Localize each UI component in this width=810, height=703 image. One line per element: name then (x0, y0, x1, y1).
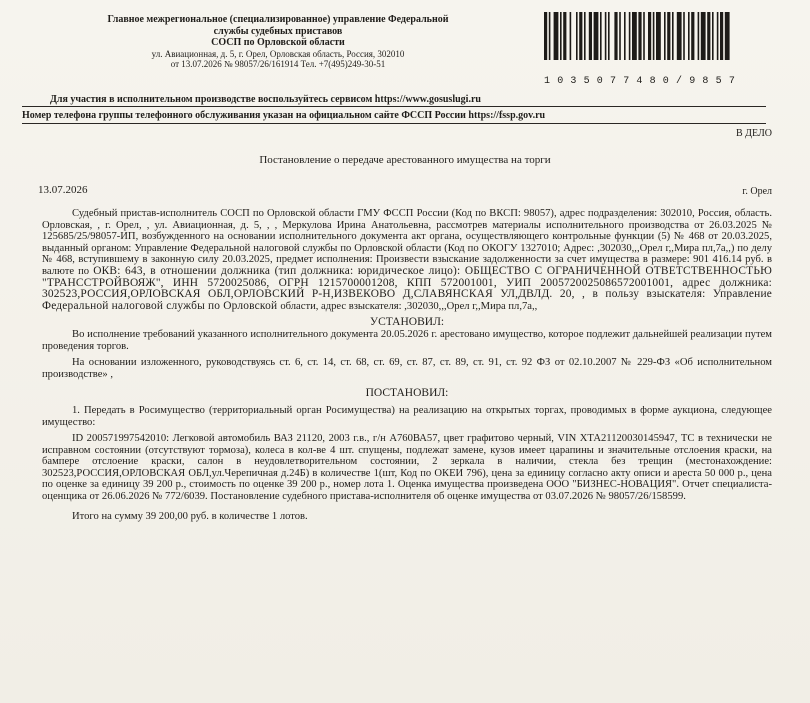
property-line: салон в неудовлетворительном состоянии, 2 зеркала в наличии, стекла без трещин (местонахождение: (197, 456, 773, 468)
property-line: ХТА21120030145947, ТС в технически не исправном состоянии (отсутствуют тормоза), колеса в кол-ве 4 шт. (42, 433, 772, 456)
org-line: СОСП по Орловской области (211, 37, 345, 48)
service-notice: Для участия в исполнительном производстве воспользуйтесь сервисом https://www.gosuslugi.ru (50, 94, 481, 105)
document-title: Постановление о передаче арестованного имущества на торги (259, 154, 551, 166)
intro-line: ОТВЕТСТВЕННОСТЬЮ "ТРАНССТРОЙВОЯЖ", ИНН 5720025086, ОГРН 1215700001208, КПП 572001001, УИП (42, 264, 772, 289)
intro-line: Анатольевна, рассмотрев материалы исполнительного производства от 26.03.2025 № 125685/25/98057-ИП, (42, 219, 772, 243)
document-body (42, 208, 772, 522)
intro-line: Д,СЛАВЯНСКАЯ УЛ,ДВЛД. 20, , в пользу взыскателя: Управление Федеральной налоговой службы по Орловской (42, 288, 772, 312)
intro-line: подразделения: 302010, Россия, область. Орловская, , г. Орел, , ул. Авиационная, д. 5, , , Меркулова Ирина (42, 208, 772, 231)
property-line: лота 1. Оценка имущества произведена ООО "БИЗНЕС-НОВАЦИЯ". Отчет специалиста-оценщика от 26.06.2026 № (42, 479, 772, 503)
intro-line: ОКОГУ 1327010; Адрес: ,302030,,,Орел г,,Мира пл,7а,,) по делу № 468, вступившему в законную силу 20.03.2025, (42, 242, 773, 266)
org-address: ул. Авиационная, д. 5, г. Орел, Орловская область, Россия, 302010 (151, 48, 405, 59)
document-date: 13.07.2026 (38, 184, 88, 196)
org-line: службы судебных приставов (213, 25, 343, 37)
document-city: г. Орел (742, 186, 772, 197)
legal-basis-line: № 229-ФЗ «Об исполнительном производстве» , (42, 357, 772, 380)
property-line: согласно акту описи и ареста 50 000 р., цена по оценке за единицу 39 200 р., стоимость по оценке 39 200 р., номер (42, 467, 772, 491)
issuing-authority (44, 14, 512, 69)
org-line: Главное межрегиональное (специализированное) управление Федеральной (107, 14, 449, 25)
transfer-line: 1. Передать в Росимущество (территориальный орган Росимущества) на реализацию на открытых торгах, (72, 404, 571, 416)
barcode-number: 1035077480/9857 (544, 76, 743, 87)
intro-line: области, адрес взыскателя: ,302030,,,Орел г,,Мира пл,7а,, (280, 300, 538, 312)
property-line: ID 200571997542010: Легковой автомобиль ВАЗ 21120, 2003 г.в., г/н А760ВА57, цвет графитово черный, VIN (72, 433, 580, 445)
property-line: 302523,РОССИЯ,ОРЛОВСКАЯ ОБЛ,ул.Черепичная д.24Б) в количестве 1(шт, Код по ОКЕИ 796), цена за единицу (42, 467, 569, 479)
legal-basis-line: На основании изложенного, руководствуясь ст. 6, ст. 14, ст. 68, ст. 69, ст. 87, ст. 89, ст. 91, ст. 92 ФЗ от 02.10.2007 (72, 357, 621, 369)
intro-line: 2005720025086572001001, адрес должника: 302523,РОССИЯ,ОРЛОВСКАЯ ОБЛ,ОРЛОВСКИЙ Р-Н,ИЗВЕКОВО (42, 276, 772, 301)
intro-paragraph (42, 208, 772, 312)
intro-line: возбужденного на основании исполнительного документа акт органа, осуществляющего контрольные функции (5) № (141, 231, 689, 243)
property-line: 772/6039. Постановление судебного пристава-исполнителя об оценке имущества от 03.07.2026 № 98057/26/158599. (165, 491, 686, 503)
property-line: спущены, подлежат замене, кузов имеет царапины и значительные отслоения краски, на бампере отслоение краски, (42, 444, 772, 468)
barcode (544, 12, 808, 60)
intro-line: 468 от 20.03.2025, выданный органом: Управление Федеральной налоговой службы по Орловской области (Код по (42, 231, 772, 254)
intro-line: предмет исполнения: Произвести взыскание задолженности за счет имущества в размере: 901 416.14 руб. в валюте по (42, 254, 772, 277)
doc-registration: от 13.07.2026 № 98057/26/161914 Тел. +7(495)249-30-51 (170, 58, 386, 69)
property-item-paragraph (42, 433, 772, 503)
intro-line: ОКВ: 643, в отношении должника (тип должника: юридическое лицо): ОБЩЕСТВО С ОГРАНИЧЕННОЙ (93, 264, 646, 277)
intro-line: Судебный пристав-исполнитель СОСП по Орловской области ГМУ ФССП России (Код по ВКСП: 98057), адрес (72, 208, 588, 219)
document-header (28, 8, 780, 120)
ustanovil-line: Во исполнение требований указанного исполнительного документа 20.05.2026 г. арестовано имущество, (72, 328, 549, 340)
file-mark: В ДЕЛО (736, 128, 772, 139)
total-line: Итого на сумму 39 200,00 руб. в количестве 1 лотов. (72, 510, 308, 522)
transfer-paragraph (42, 405, 772, 428)
ustanovil-heading: УСТАНОВИЛ: (369, 316, 445, 329)
legal-basis-paragraph (42, 357, 772, 380)
postanovil-heading: ПОСТАНОВИЛ: (365, 387, 449, 400)
ustanovil-paragraph (42, 329, 772, 352)
ustanovil-line: которое подлежит дальнейшей реализации путем проведения торгов. (42, 328, 772, 352)
phone-notice: Номер телефона группы телефонного обслуживания указан на официальном сайте ФССП России https://fssp.gov.ru (22, 106, 766, 124)
transfer-line: проводимых в форме аукциона, следующее имущество: (42, 404, 772, 428)
